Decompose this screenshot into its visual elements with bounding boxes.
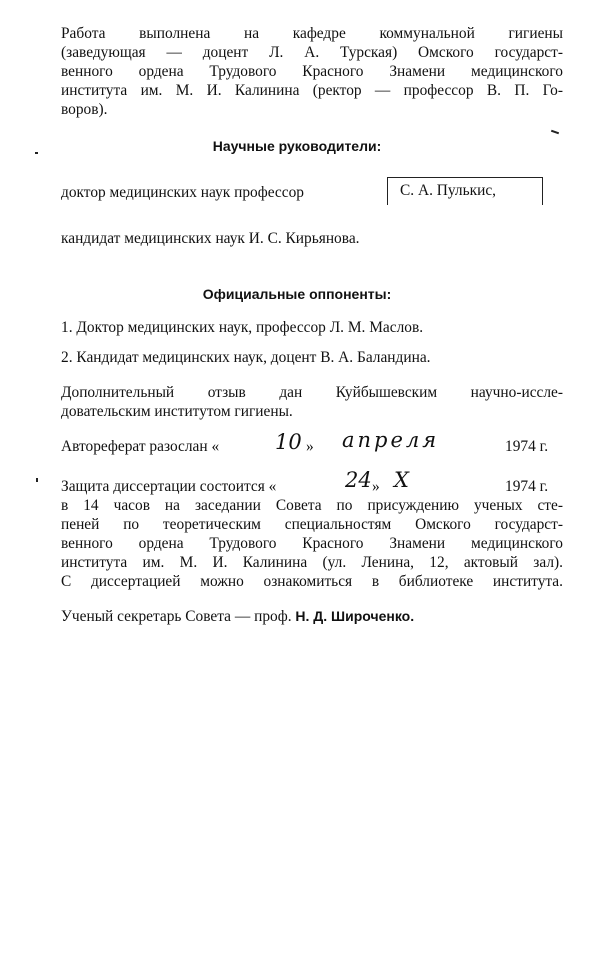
intro-line: воров). [61,101,108,118]
supervisor-first-name: С. А. Пулькис, [400,182,496,199]
intro-line: венного ордена Трудового Красного Знамени медицинского [61,63,563,80]
opponent-item: 1. Доктор медицинских наук, профессор Л. М. Маслов. [61,319,424,336]
mailing-prefix: Автореферат разослан « [61,438,220,455]
defense-day-handwritten: 24 [345,468,372,492]
supervisors-heading: Научные руководители: [212,138,382,154]
defense-line: в 14 часов на заседании Совета по присуждению ученых сте- [61,497,563,514]
supervisor-first-prefix: доктор медицинских наук профессор [61,184,304,201]
defense-line: института им. М. И. Калинина (ул. Ленина, 12, актовый зал). [61,554,563,571]
stray-mark [36,478,38,482]
secretary-prefix: Ученый секретарь Совета — проф. [61,608,292,625]
stray-mark [551,130,559,135]
mailing-day-handwritten: 10 [275,430,302,454]
intro-line: Работа выполнена на кафедре коммунальной гигиены [61,25,563,42]
defense-year: 1974 г. [505,478,549,495]
mailing-close-quote: » [306,438,314,455]
review-line: довательским институтом гигиены. [61,403,293,420]
secretary-line [61,607,414,626]
opponents-heading: Официальные оппоненты: [202,286,392,302]
opponent-item: 2. Кандидат медицинских наук, доцент В. А. Баландина. [61,349,431,366]
defense-close-quote: » [372,478,380,495]
defense-month-handwritten: X [394,468,409,492]
defense-line: пеней по теоретическим специальностям Омского государст- [61,516,563,533]
review-line: Дополнительный отзыв дан Куйбышевским научно-иссле- [61,384,563,401]
mailing-month-handwritten: апреля [342,428,440,452]
secretary-name: Н. Д. Широченко. [295,608,415,624]
intro-line: (заведующая — доцент Л. А. Турская) Омского государст- [61,44,563,61]
defense-prefix: Защита диссертации состоится « [61,478,277,495]
defense-line: венного ордена Трудового Красного Знамени медицинского [61,535,563,552]
intro-line: института им. М. И. Калинина (ректор — профессор В. П. Го- [61,82,563,99]
defense-line: С диссертацией можно ознакомиться в библиотеке института. [61,573,563,590]
mailing-year: 1974 г. [505,438,549,455]
supervisor-second: кандидат медицинских наук И. С. Кирьянова. [61,230,360,247]
